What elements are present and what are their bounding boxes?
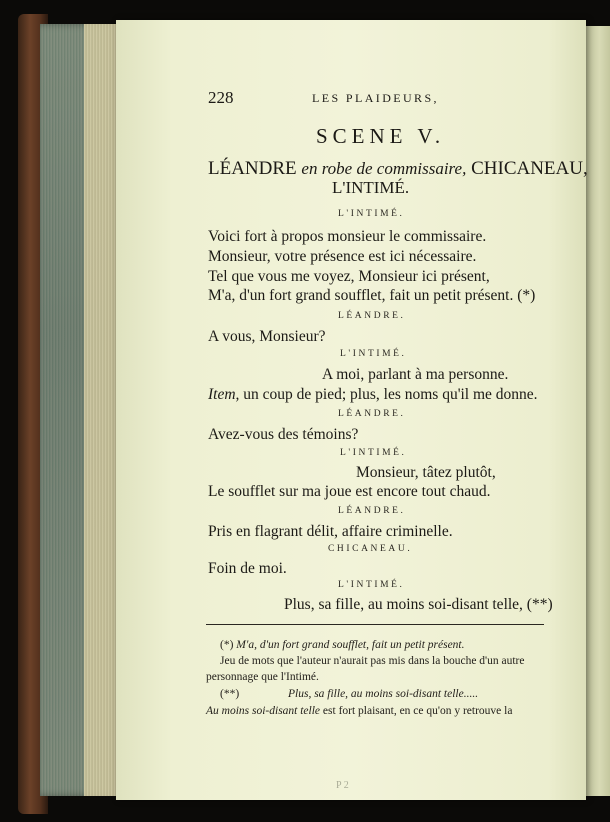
verse-line: Avez-vous des témoins?	[208, 426, 359, 443]
item-italic: Item,	[208, 386, 240, 403]
character-leandre: LÉANDRE	[208, 158, 297, 179]
verse-line: Pris en flagrant délit, affaire criminelle.	[208, 523, 453, 540]
speaker-label: LÉANDRE.	[338, 311, 406, 321]
footnote-2-text	[206, 705, 512, 717]
character-intime: L'INTIMÉ.	[332, 178, 410, 197]
verse-line-rest: un coup de pied; plus, les noms qu'il me donne.	[239, 386, 538, 403]
footnote-2-rest: est fort plaisant, en ce qu'on y retrouve la	[320, 705, 513, 717]
character-leandre-note: en robe de commissaire,	[301, 159, 467, 178]
verse-line: M'a, d'un fort grand soufflet, fait un petit présent. (*)	[208, 287, 536, 304]
speaker-label: L'INTIMÉ.	[338, 209, 405, 219]
footnote-2-italic: Au moins soi-disant telle	[206, 705, 321, 717]
speaker-label: CHICANEAU.	[328, 544, 413, 554]
footnote-1-mark: (*)	[220, 639, 234, 651]
verse-line: Monsieur, tâtez plutôt,	[356, 464, 496, 481]
verse-line: Foin de moi.	[208, 560, 287, 577]
footnote-1-text: personnage que l'Intimé.	[206, 671, 319, 683]
speaker-label: L'INTIMÉ.	[340, 349, 407, 359]
gilt-edge	[84, 24, 116, 796]
speaker-label: LÉANDRE.	[338, 409, 406, 419]
verse-line: Voici fort à propos monsieur le commissaire.	[208, 228, 487, 245]
footnote-2-mark: (**)	[220, 688, 240, 700]
character-list-line-1	[208, 158, 588, 180]
speaker-label: LÉANDRE.	[338, 506, 406, 516]
footnote-1-text: Jeu de mots que l'auteur n'aurait pas mis dans la bouche d'un autre	[220, 655, 525, 667]
verse-line: Tel que vous me voyez, Monsieur ici présent,	[208, 268, 490, 285]
book-page	[116, 20, 586, 800]
verse-line: Plus, sa fille, au moins soi-disant telle, (**)	[284, 596, 553, 613]
scene-title: SCENE V.	[316, 124, 446, 148]
verse-line: A moi, parlant à ma personne.	[322, 366, 509, 383]
footnote-1-heading	[220, 639, 465, 651]
page-number: 228	[208, 88, 234, 107]
signature-mark: P 2	[336, 780, 349, 791]
verse-line: Le soufflet sur ma joue est encore tout chaud.	[208, 483, 491, 500]
footnote-divider	[206, 624, 544, 625]
verse-line: Monsieur, votre présence est ici nécessaire.	[208, 248, 477, 265]
footnote-2-quote: Plus, sa fille, au moins soi-disant telle.....	[288, 688, 479, 700]
running-title: LES PLAIDEURS,	[312, 91, 439, 105]
verse-line: A vous, Monsieur?	[208, 328, 326, 345]
character-chicaneau: CHICANEAU,	[471, 158, 588, 179]
facing-page-edge	[584, 26, 610, 796]
speaker-label: L'INTIMÉ.	[338, 580, 405, 590]
footnote-1-quote: M'a, d'un fort grand soufflet, fait un petit présent.	[236, 639, 465, 651]
verse-line	[208, 386, 538, 404]
speaker-label: L'INTIMÉ.	[340, 448, 407, 458]
